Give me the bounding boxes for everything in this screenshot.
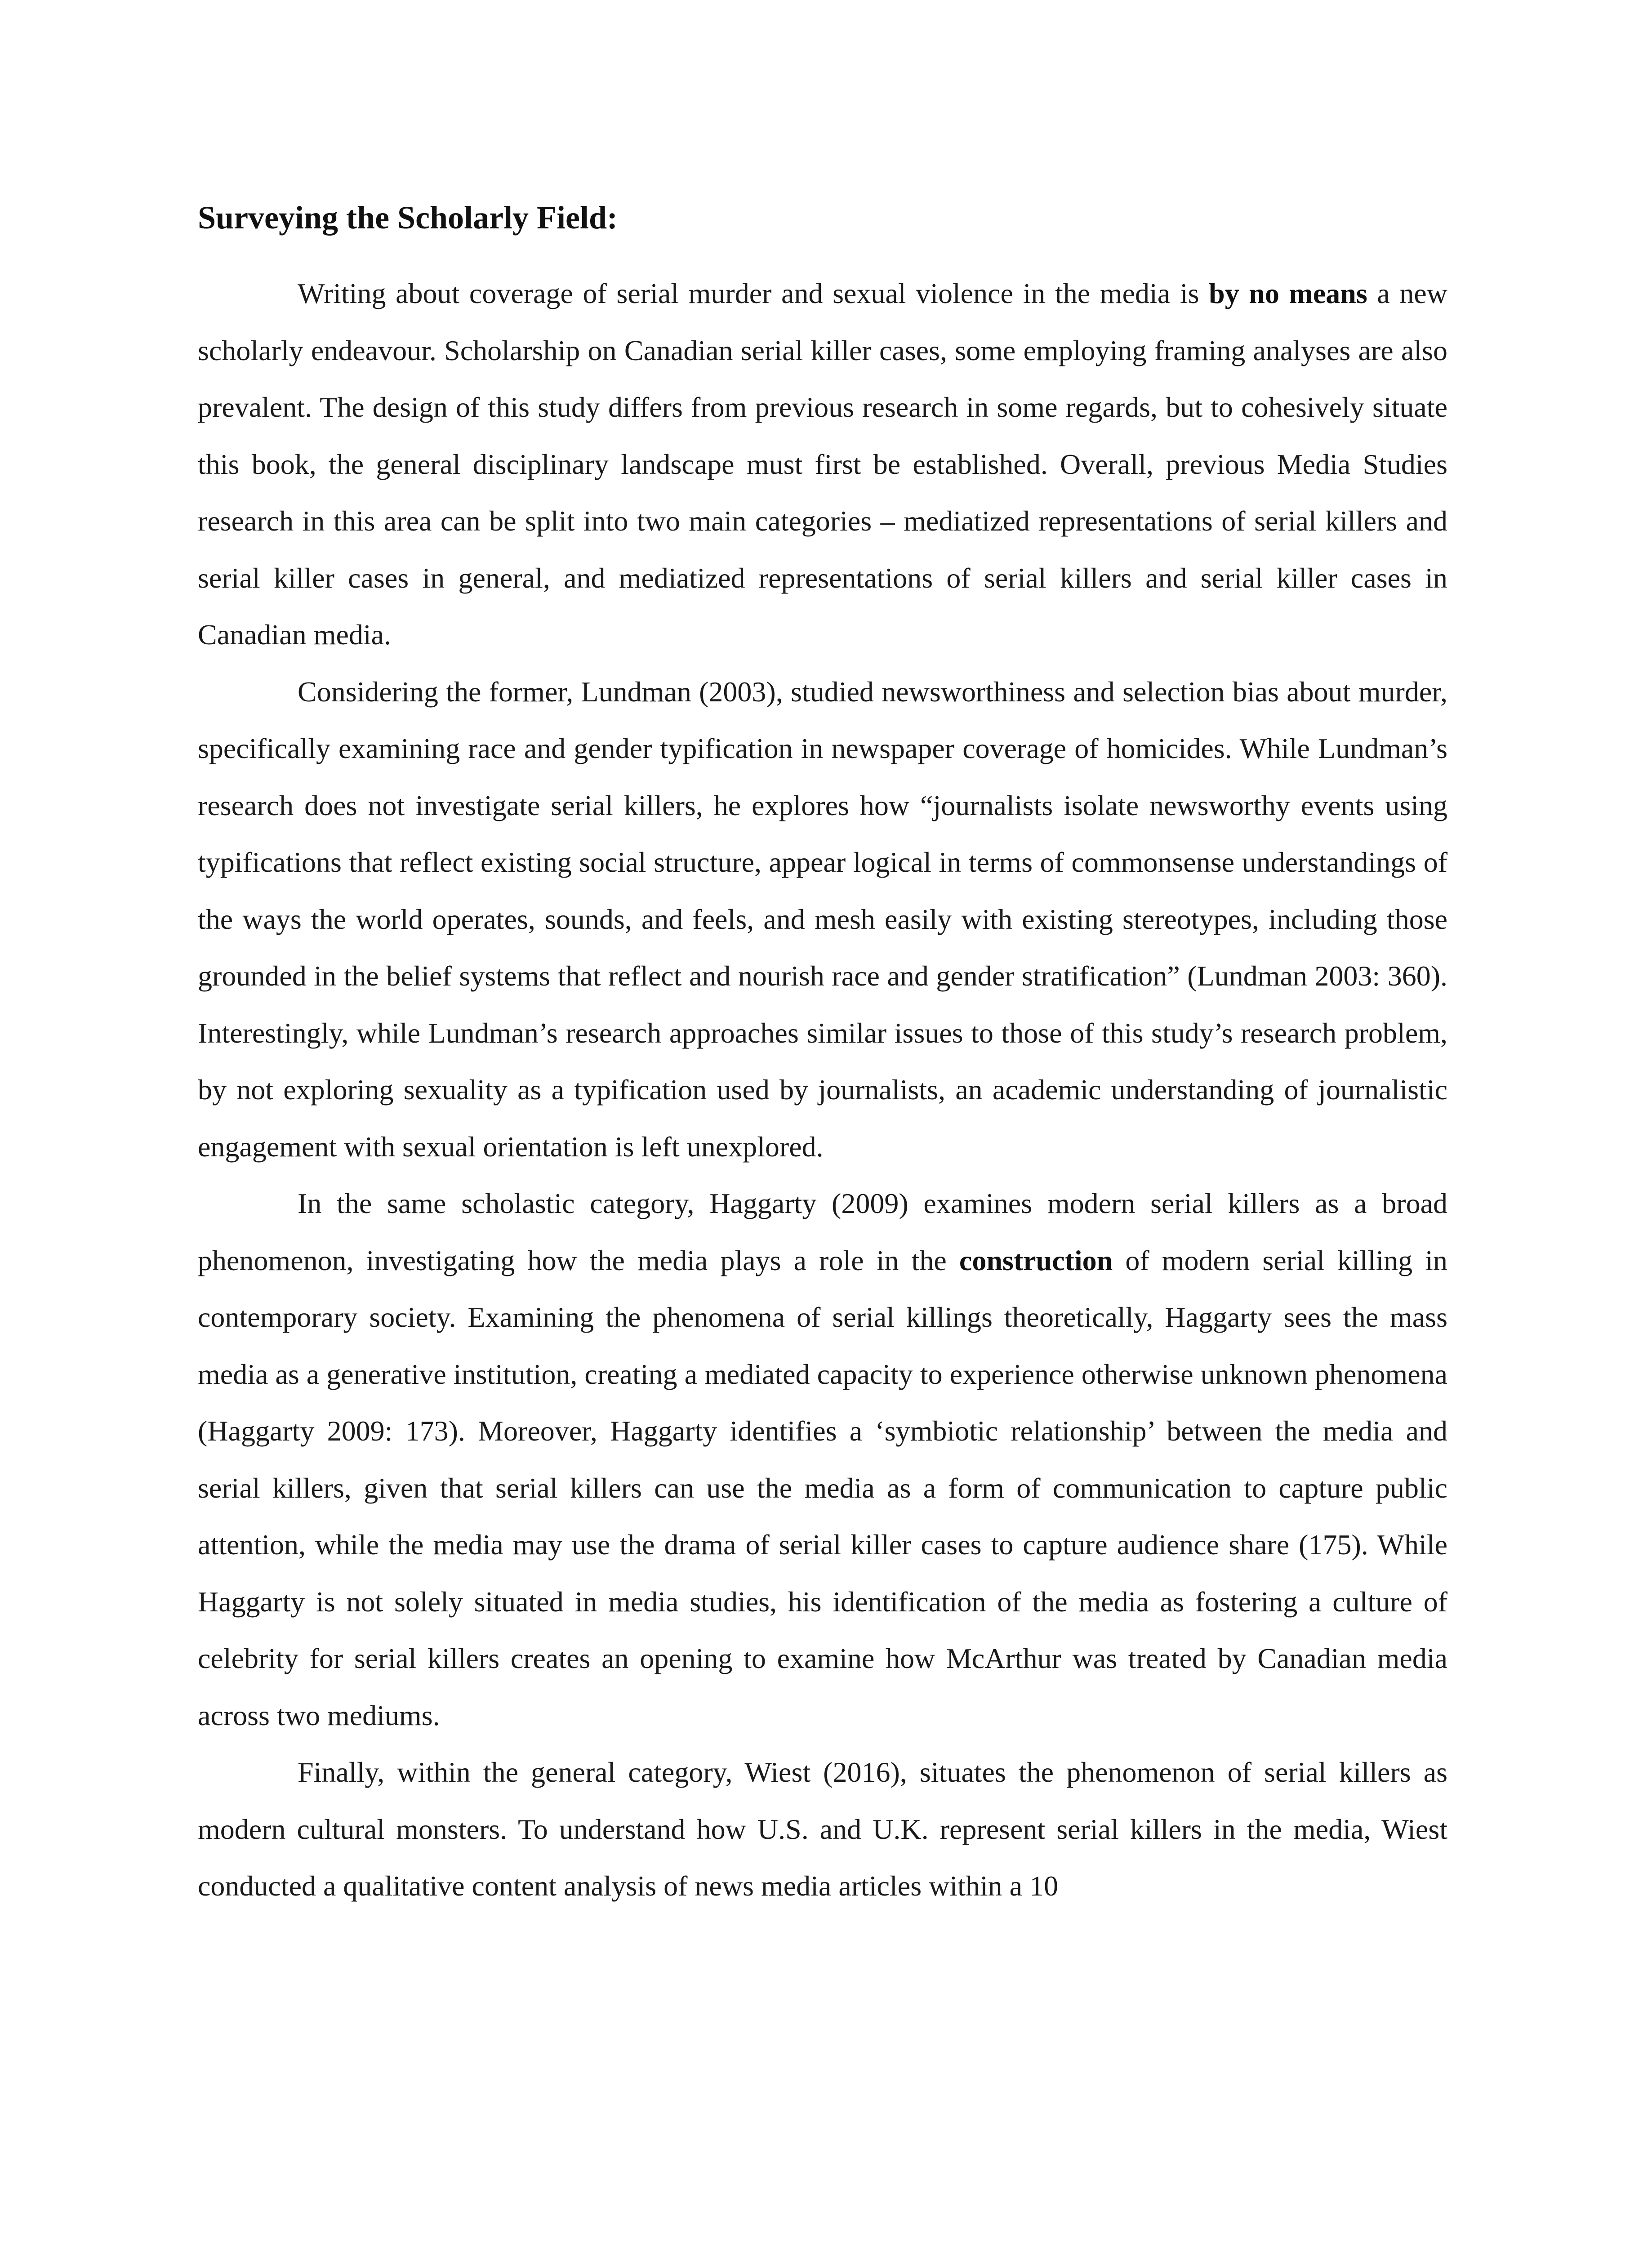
paragraph-1-text-cont: a new scholarly endeavour. Scholarship on Canadian serial killer cases, some employing framing analyses are also prevalent. The design of this study differs from previous research in some regards, but to cohesively situate this book, the general disciplinary landscape must first be established. Overall, previous Media Studies research in this area can be split into two main categories – mediatized representations of serial killers and serial killer cases in general, and mediatized representations of serial killers and serial killer cases in Canadian media. [198,277,1448,651]
section-heading: Surveying the Scholarly Field: [198,200,618,236]
paragraph-1-text: Writing about coverage of serial murder and sexual violence in the media is [298,277,1209,309]
paragraph-1 [198,265,1447,664]
paragraph-2-text: Considering the former, Lundman (2003), studied newsworthiness and selection bias about murder, specifically examining race and gender typification in newspaper coverage of homicides. While Lundman’s research does not investigate serial killers, he explores how “journalists isolate newsworthy events using typifications that reflect existing social structure, appear logical in terms of commonsense understandings of the ways the world operates, sounds, and feels, and mesh easily with existing stereotypes, including those grounded in the belief systems that reflect and nourish race and gender stratification” (Lundman 2003: 360). Interestingly, while Lundman’s research approaches similar issues to those of this study’s research problem, by not exploring sexuality as a typification used by journalists, an academic understanding of journalistic engagement with sexual orientation is left unexplored. [198,675,1447,1163]
bold-phrase-by-no-means: by no means [1209,277,1367,309]
paragraph-2 [198,664,1447,1176]
paragraph-4-text: Finally, within the general category, Wiest (2016), situates the phenomenon of serial killers as modern cultural monsters. To understand how U.S. and U.K. represent serial killers in the media, Wiest conducted a qualitative content analysis of news media articles within a 10 [198,1756,1447,1902]
body-text [198,265,1447,1915]
paragraph-3 [198,1175,1447,1744]
paragraph-4 [198,1744,1447,1915]
paragraph-3-text-cont: of modern serial killing in contemporary society. Examining the phenomena of serial killings theoretically, Haggarty sees the mass media as a generative institution, creating a mediated capacity to experience otherwise unknown phenomena (Haggarty 2009: 173). Moreover, Haggarty identifies a ‘symbiotic relationship’ between the media and serial killers, given that serial killers can use the media as a form of communication to capture public attention, while the media may use the drama of serial killer cases to capture audience share (175). While Haggarty is not solely situated in media studies, his identification of the media as fostering a culture of celebrity for serial killers creates an opening to examine how McArthur was treated by Canadian media across two mediums. [198,1244,1447,1731]
paragraph-3-text: In the same scholastic category, Haggarty (2009) examines modern serial killers as a broad phenomenon, investigating how the media plays a role in the [198,1187,1447,1276]
bold-word-construction: construction [959,1244,1113,1276]
